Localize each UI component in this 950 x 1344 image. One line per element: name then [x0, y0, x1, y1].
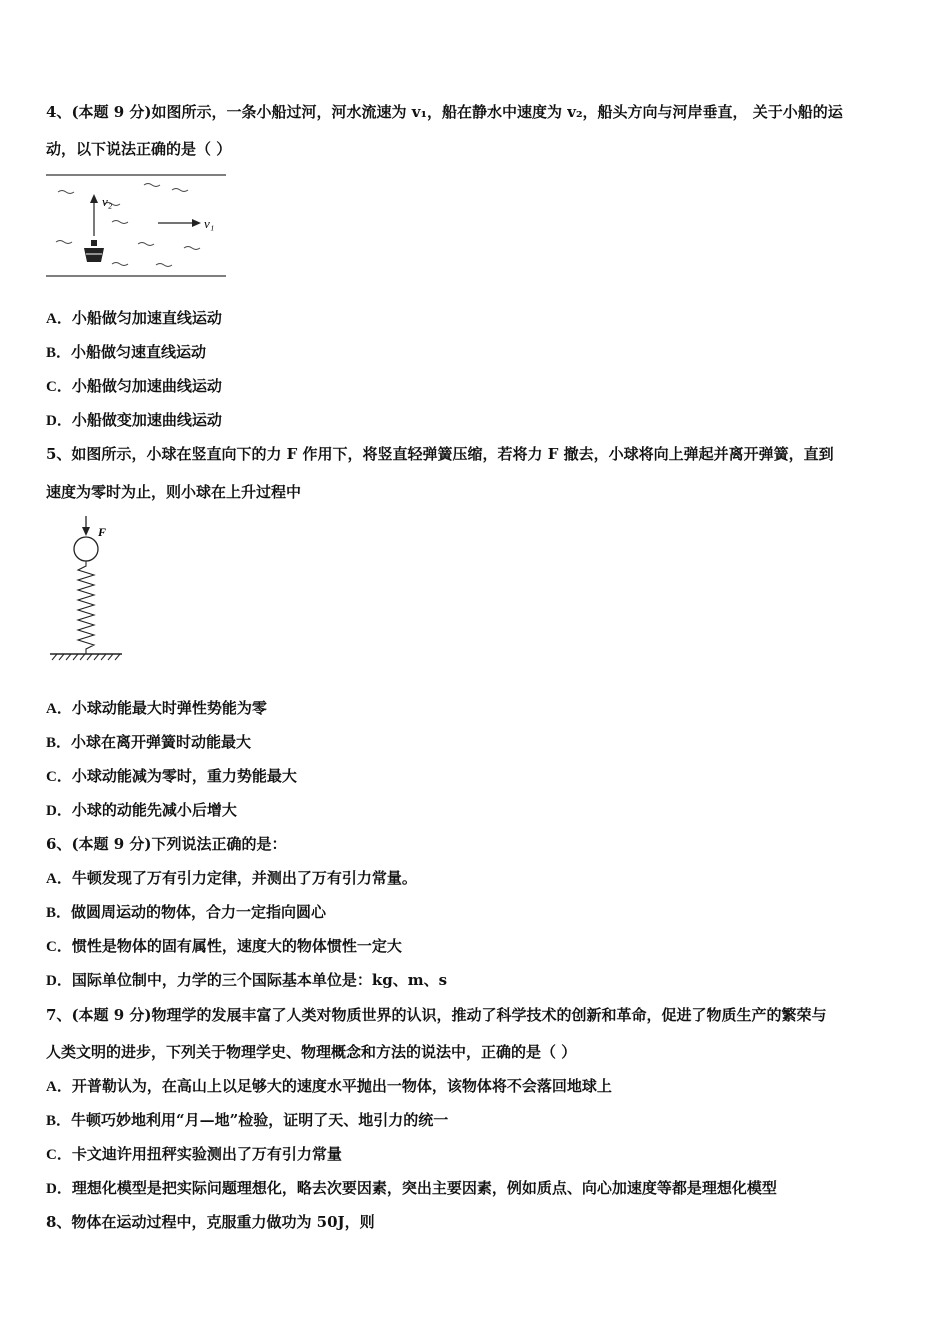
q4-text-line1: 如图所示，一条小船过河，河水流速为 v₁，船在静水中速度为 v₂，船头方向与河岸垂直， 关于小船的运 — [151, 103, 843, 121]
ground-hatching — [52, 654, 120, 660]
force-label: F — [98, 525, 107, 539]
q7-option-c: C．卡文迪许用扭秤实验测出了万有引力常量 — [46, 1145, 342, 1163]
q7-option-b: B．牛顿巧妙地利用“月—地”检验，证明了天、地引力的统一 — [46, 1111, 449, 1129]
v2-arrowhead — [90, 194, 98, 203]
q6-option-c: C．惯性是物体的固有属性，速度大的物体惯性一定大 — [46, 937, 402, 955]
q5-option-a: A．小球动能最大时弹性势能为零 — [46, 699, 267, 717]
q4-option-c: C．小船做匀加速曲线运动 — [46, 377, 222, 395]
q4-score: (本题 9 分) — [71, 103, 152, 121]
q7-stem-line1 — [46, 1005, 827, 1025]
q5-stem-line1: 5、如图所示，小球在竖直向下的力 F 作用下，将竖直轻弹簧压缩，若将力 F 撤去，小球将向上弹起并离开弹簧，直到 — [46, 445, 834, 463]
q7-number: 7、 — [46, 1006, 72, 1024]
spring — [78, 561, 94, 654]
spring-ball-figure — [46, 512, 126, 664]
q7-text-line1: 物理学的发展丰富了人类对物质世界的认识，推动了科学技术的创新和革命，促进了物质生产的繁荣与 — [151, 1006, 827, 1024]
v1-arrowhead — [192, 219, 201, 227]
q4-option-d: D．小船做变加速曲线运动 — [46, 411, 222, 429]
q7-option-d: D．理想化模型是把实际问题理想化，略去次要因素，突出主要因素，例如质点、向心加速度等都是理想化模型 — [46, 1179, 777, 1197]
q4-stem-line2: 动，以下说法正确的是（ ） — [46, 140, 232, 158]
boat-icon — [84, 240, 104, 262]
v2-label: v₂ — [102, 194, 113, 209]
q5-option-d: D．小球的动能先减小后增大 — [46, 801, 237, 819]
q6-number: 6、 — [46, 835, 72, 853]
q6-stem — [46, 834, 287, 854]
river-boat-figure — [44, 170, 228, 282]
q4-stem-line1 — [46, 102, 843, 122]
q8-stem: 8、物体在运动过程中，克服重力做功为 50J，则 — [46, 1213, 375, 1231]
q6-option-b: B．做圆周运动的物体，合力一定指向圆心 — [46, 903, 327, 921]
q6-score: (本题 9 分) — [71, 835, 152, 853]
q5-option-b: B．小球在离开弹簧时动能最大 — [46, 733, 252, 751]
q6-text: 下列说法正确的是： — [151, 835, 287, 853]
q4-option-b: B．小船做匀速直线运动 — [46, 343, 207, 361]
q5-option-c: C．小球动能减为零时，重力势能最大 — [46, 767, 297, 785]
q6-option-d: D．国际单位制中，力学的三个国际基本单位是：kg、m、s — [46, 971, 448, 989]
q7-stem-line2: 人类文明的进步，下列关于物理学史、物理概念和方法的说法中，正确的是（ ） — [46, 1043, 577, 1061]
ball — [74, 537, 98, 561]
v1-label: v₁ — [204, 216, 215, 231]
q7-score: (本题 9 分) — [71, 1006, 152, 1024]
q7-option-a: A．开普勒认为，在高山上以足够大的速度水平抛出一物体，该物体将不会落回地球上 — [46, 1077, 612, 1095]
q5-stem-line2: 速度为零时为止，则小球在上升过程中 — [46, 483, 302, 501]
q4-option-a: A．小船做匀加速直线运动 — [46, 309, 222, 327]
q4-number: 4、 — [46, 103, 72, 121]
q6-option-a: A．牛顿发现了万有引力定律，并测出了万有引力常量。 — [46, 869, 417, 887]
force-arrowhead — [82, 527, 90, 536]
water-waves — [56, 184, 200, 267]
